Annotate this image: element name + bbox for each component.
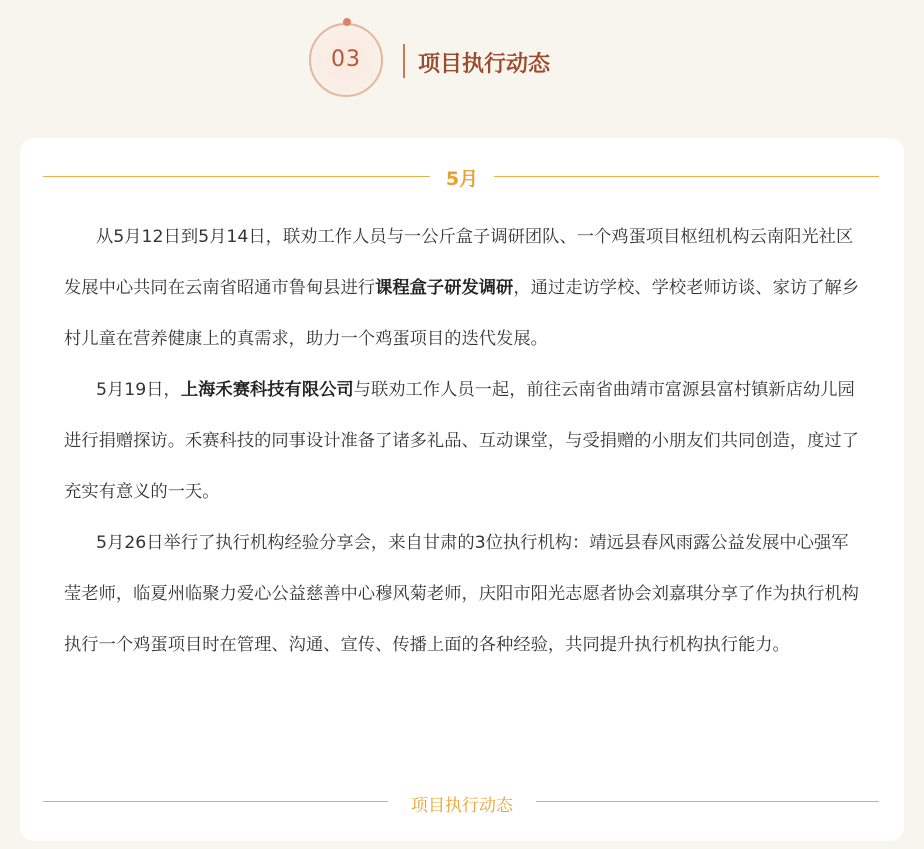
month-divider-right xyxy=(494,176,879,177)
paragraph-text: 从5月12日到5月14日，联劝工作人员与一公斤盒子调研团队、一个鸡蛋项目枢纽机构云南阳光社区发展中心共同在云南省昭通市鲁甸县进行 xyxy=(64,227,854,298)
highlight-text: 课程盒子研发调研 xyxy=(375,278,514,298)
paragraph-1 xyxy=(64,212,859,365)
footer-label: 项目执行动态 xyxy=(411,796,513,816)
month-divider-left xyxy=(43,176,430,177)
title-divider-bar xyxy=(403,44,405,78)
circle-dot-decoration xyxy=(343,18,351,26)
month-label: 5月 xyxy=(445,168,479,190)
section-number: 03 xyxy=(331,47,361,72)
article-body xyxy=(64,212,859,671)
paragraph-text: 5月19日， xyxy=(96,380,181,400)
footer-divider-right xyxy=(536,801,879,802)
footer-divider-left xyxy=(43,801,388,802)
paragraph-text: 5月26日举行了执行机构经验分享会，来自甘肃的3位执行机构：靖远县春风雨露公益发展中心强军莹老师，临夏州临聚力爱心公益慈善中心穆风菊老师，庆阳市阳光志愿者协会刘嘉琪分享了作为执行机构执行一个鸡蛋项目时在管理、沟通、宣传、传播上面的各种经验，共同提升执行机构执行能力。 xyxy=(64,533,859,655)
paragraph-3 xyxy=(64,518,859,671)
paragraph-text: 与联劝工作人员一起，前往云南省曲靖市富源县富村镇新店幼儿园进行捐赠探访。禾赛科技的同事设计准备了诸多礼品、互动课堂，与受捐赠的小朋友们共同创造，度过了充实有意义的一天。 xyxy=(64,380,859,502)
section-header xyxy=(0,0,924,130)
paragraph-text: ，通过走访学校、学校老师访谈、家访了解乡村儿童在营养健康上的真需求，助力一个鸡蛋项目的迭代发展。 xyxy=(64,278,859,349)
paragraph-2 xyxy=(64,365,859,518)
section-title: 项目执行动态 xyxy=(418,52,551,77)
highlight-text: 上海禾赛科技有限公司 xyxy=(180,380,354,400)
